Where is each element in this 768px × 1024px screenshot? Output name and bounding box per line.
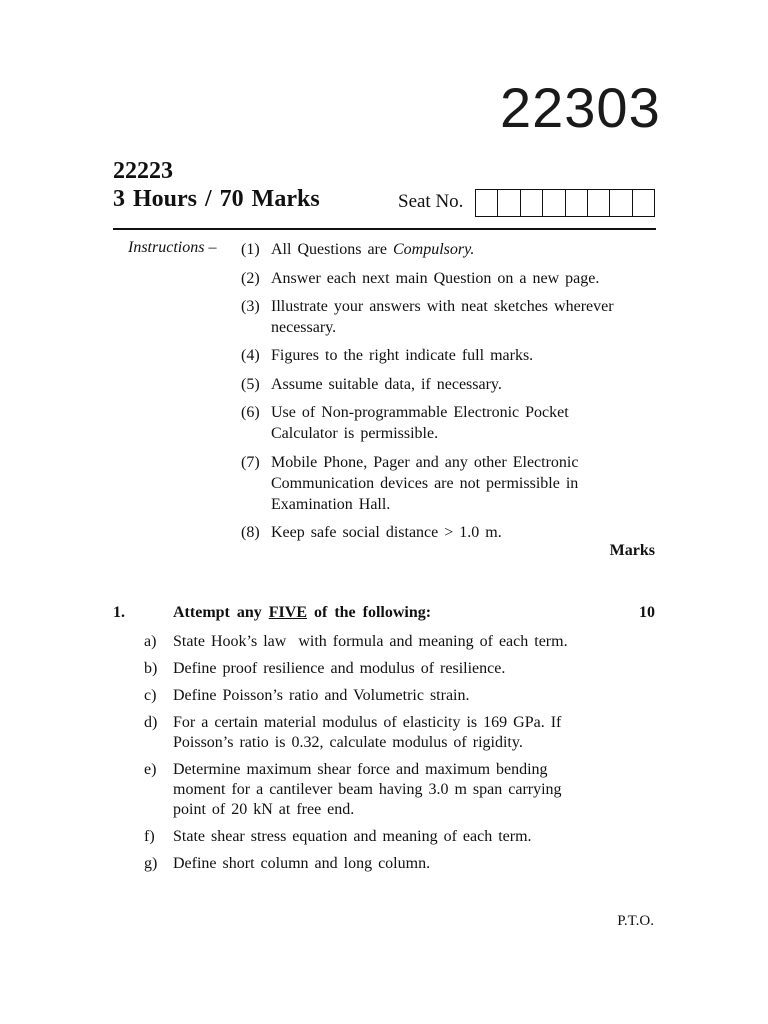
sub-question bbox=[144, 854, 603, 874]
instruction-emphasis: Compulsory. bbox=[392, 241, 475, 258]
sub-question bbox=[144, 632, 603, 652]
page-turn-over: P.T.O. bbox=[617, 913, 654, 929]
sub-question-letter: e) bbox=[144, 761, 157, 778]
sub-question-letter: d) bbox=[144, 714, 158, 731]
seat-number-boxes bbox=[475, 189, 655, 217]
paper-code: 22303 bbox=[500, 76, 661, 139]
sub-question-letter: b) bbox=[144, 660, 158, 677]
sub-question bbox=[144, 713, 603, 753]
question-heading-text: of the following: bbox=[307, 604, 432, 621]
question-number: 1. bbox=[113, 604, 125, 621]
seat-number-box bbox=[476, 190, 498, 216]
seat-number-box bbox=[566, 190, 588, 216]
sub-question bbox=[144, 760, 591, 820]
instruction-item bbox=[241, 374, 636, 395]
seat-number-box bbox=[543, 190, 565, 216]
subject-code: 22223 bbox=[113, 158, 173, 184]
instruction-text: Illustrate your answers with neat sketches wherever necessary. bbox=[271, 298, 614, 336]
instruction-text: All Questions are bbox=[271, 241, 393, 258]
instruction-item bbox=[241, 402, 611, 444]
sub-question-text: Define short column and long column. bbox=[173, 855, 431, 872]
instruction-number: (2) bbox=[241, 270, 260, 287]
seat-number-box bbox=[521, 190, 543, 216]
question-heading-emphasis: FIVE bbox=[268, 604, 307, 621]
seat-number-box bbox=[588, 190, 610, 216]
instruction-number: (1) bbox=[241, 241, 260, 258]
sub-question-letter: f) bbox=[144, 828, 155, 845]
instruction-text: Answer each next main Question on a new page. bbox=[271, 270, 600, 287]
sub-question-text: Define Poisson’s ratio and Volumetric strain. bbox=[173, 687, 470, 704]
sub-question-text: Define proof resilience and modulus of resilience. bbox=[173, 660, 506, 677]
instruction-number: (6) bbox=[241, 404, 260, 421]
instruction-text: Assume suitable data, if necessary. bbox=[271, 376, 502, 393]
instruction-number: (7) bbox=[241, 454, 260, 471]
sub-question-letter: g) bbox=[144, 855, 158, 872]
instructions-label: Instructions – bbox=[128, 239, 217, 256]
instruction-item bbox=[241, 268, 636, 289]
sub-question-text: State Hook’s law with formula and meaning of each term. bbox=[173, 633, 568, 650]
instruction-text: Use of Non-programmable Electronic Pocket Calculator is permissible. bbox=[271, 404, 569, 442]
sub-question bbox=[144, 659, 603, 679]
instruction-number: (8) bbox=[241, 524, 260, 541]
instruction-item bbox=[241, 345, 636, 366]
marks-column-header: Marks bbox=[609, 542, 655, 559]
instruction-number: (5) bbox=[241, 376, 260, 393]
instruction-number: (4) bbox=[241, 347, 260, 364]
sub-question-text: For a certain material modulus of elasticity is 169 GPa. If Poisson’s ratio is 0.32, calculate modulus of rigidity. bbox=[173, 714, 562, 751]
sub-question-text: Determine maximum shear force and maximum bending moment for a cantilever beam having 3.0 m span carrying point of 20 kN at free end. bbox=[173, 761, 562, 818]
instruction-item bbox=[241, 522, 636, 543]
instruction-item bbox=[241, 452, 603, 515]
sub-question bbox=[144, 686, 603, 706]
question-heading-text: Attempt any bbox=[173, 604, 269, 621]
seat-number-box bbox=[633, 190, 654, 216]
question-heading bbox=[173, 604, 431, 622]
question-marks: 10 bbox=[639, 604, 655, 621]
instruction-text: Figures to the right indicate full marks. bbox=[271, 347, 534, 364]
seat-number-box bbox=[498, 190, 520, 216]
instruction-number: (3) bbox=[241, 298, 260, 315]
seat-number-label: Seat No. bbox=[398, 191, 464, 212]
sub-question-letter: c) bbox=[144, 687, 157, 704]
instruction-text: Mobile Phone, Pager and any other Electronic Communication devices are not permissible in Examination Hall. bbox=[271, 454, 579, 513]
duration-marks: 3 Hours / 70 Marks bbox=[113, 186, 320, 212]
instruction-text: Keep safe social distance > 1.0 m. bbox=[271, 524, 502, 541]
instruction-item bbox=[241, 239, 636, 260]
sub-question-letter: a) bbox=[144, 633, 157, 650]
sub-question-text: State shear stress equation and meaning of each term. bbox=[173, 828, 532, 845]
instruction-item bbox=[241, 296, 636, 338]
header-divider bbox=[113, 228, 656, 230]
sub-question bbox=[144, 827, 603, 847]
seat-number-box bbox=[610, 190, 632, 216]
